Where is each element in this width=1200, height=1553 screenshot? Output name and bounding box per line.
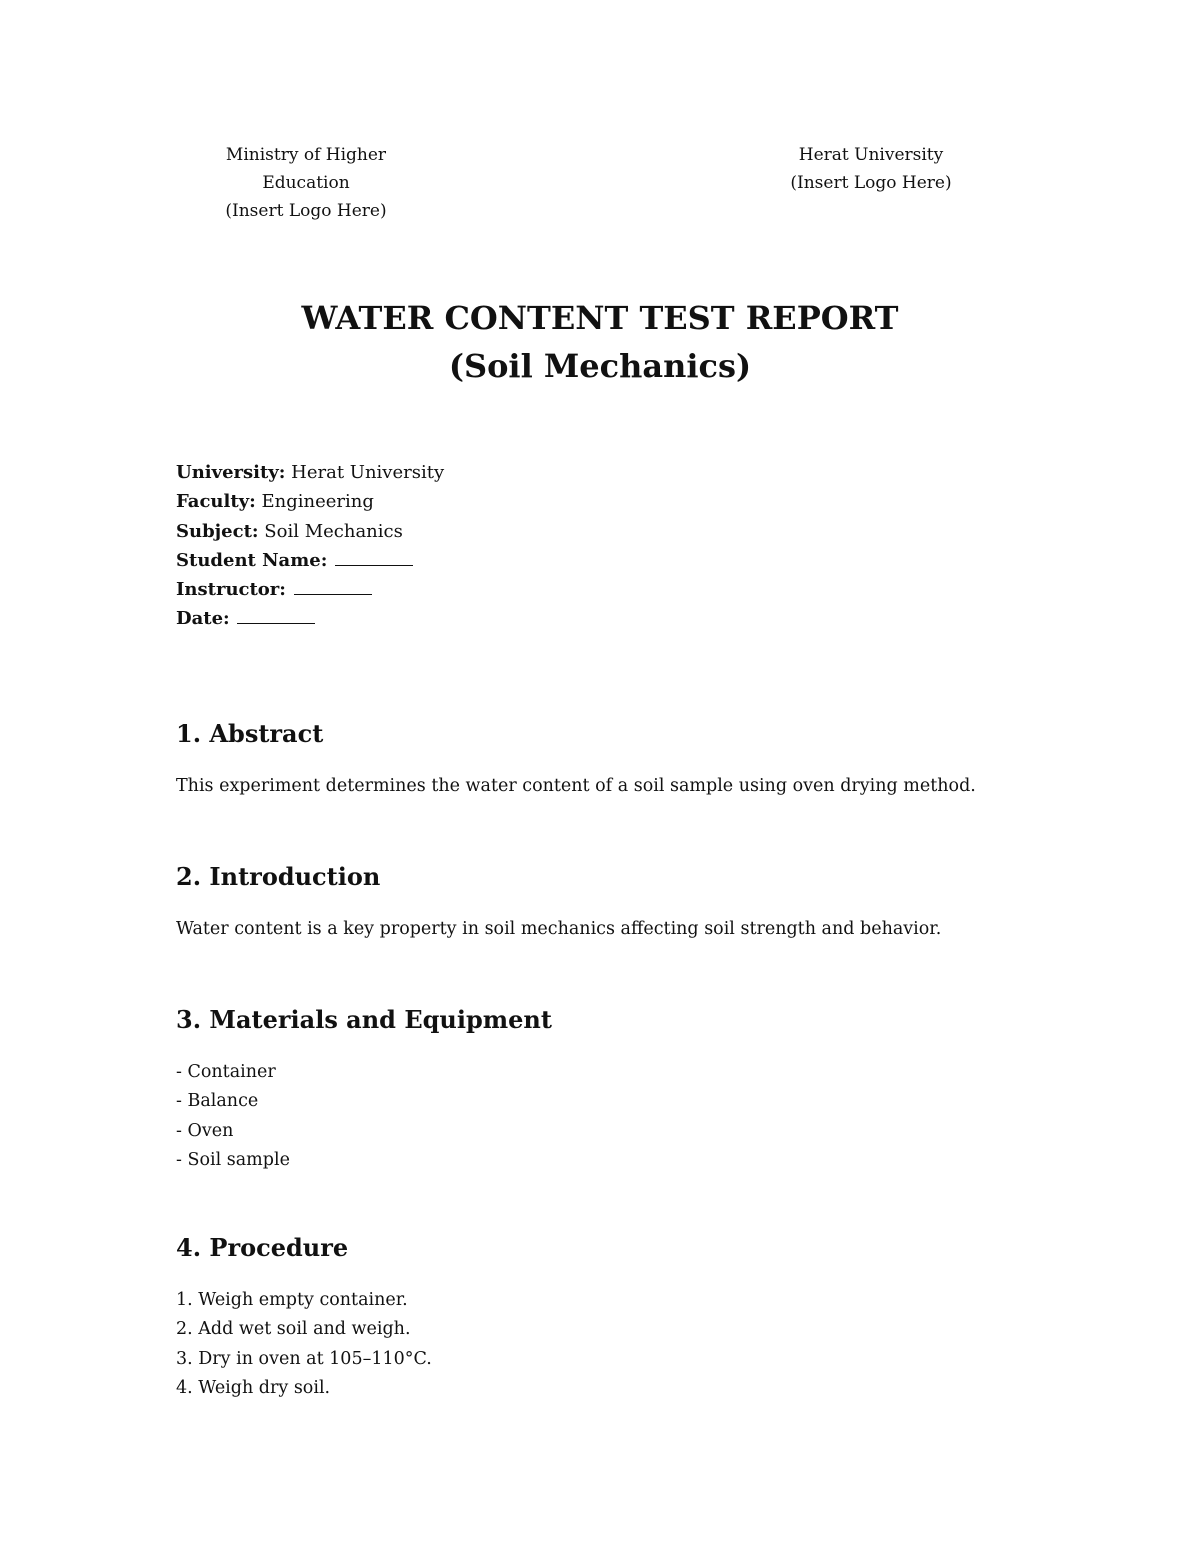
section-paragraph: This experiment determines the water content of a soil sample using oven drying method. [176, 776, 976, 796]
list-item: 2. Add wet soil and weigh. [176, 1319, 411, 1340]
info-label: Student Name: [176, 549, 328, 571]
procedure-list [176, 1286, 432, 1403]
info-instructor [176, 575, 444, 604]
section-abstract [176, 718, 976, 801]
info-subject [176, 517, 444, 546]
info-faculty [176, 487, 444, 516]
section-introduction [176, 861, 941, 944]
info-student-name [176, 546, 444, 575]
info-label: University: [176, 462, 286, 483]
report-subtitle: (Soil Mechanics) [448, 347, 752, 385]
header-left-line: Education [262, 173, 350, 193]
header-right-line: (Insert Logo Here) [790, 173, 952, 193]
date-blank-line [237, 609, 315, 624]
info-university [176, 458, 444, 487]
info-value: Soil Mechanics [258, 520, 403, 542]
list-item: - Soil sample [176, 1149, 290, 1170]
header-left-line: (Insert Logo Here) [225, 201, 387, 221]
report-info-block [176, 458, 444, 634]
header-left-ministry [206, 141, 406, 225]
list-item: 3. Dry in oven at 105–110°C. [176, 1348, 432, 1369]
student-name-blank-line [335, 551, 413, 566]
header-right-university [771, 141, 971, 197]
info-date [176, 604, 444, 633]
list-item: 1. Weigh empty container. [176, 1290, 408, 1310]
info-label: Instructor: [176, 579, 286, 601]
list-item: - Oven [176, 1120, 234, 1141]
header-right-line: Herat University [798, 145, 944, 165]
section-heading: 2. Introduction [176, 862, 381, 891]
section-heading: 4. Procedure [176, 1233, 349, 1262]
info-label: Date: [176, 608, 230, 630]
section-heading: 3. Materials and Equipment [176, 1005, 552, 1034]
header-left-line: Ministry of Higher [225, 145, 387, 165]
list-item: - Container [176, 1062, 276, 1082]
materials-list [176, 1058, 552, 1175]
report-title: WATER CONTENT TEST REPORT [301, 299, 899, 337]
info-label: Faculty: [176, 491, 256, 513]
instructor-blank-line [294, 580, 372, 595]
section-paragraph: Water content is a key property in soil mechanics affecting soil strength and behavior. [176, 919, 942, 939]
info-value: Herat University [285, 462, 445, 483]
list-item: 4. Weigh dry soil. [176, 1377, 331, 1398]
info-value: Engineering [255, 491, 374, 513]
section-procedure [176, 1232, 432, 1403]
section-heading: 1. Abstract [176, 719, 324, 748]
list-item: - Balance [176, 1091, 259, 1112]
section-materials [176, 1004, 552, 1175]
info-label: Subject: [176, 520, 259, 542]
